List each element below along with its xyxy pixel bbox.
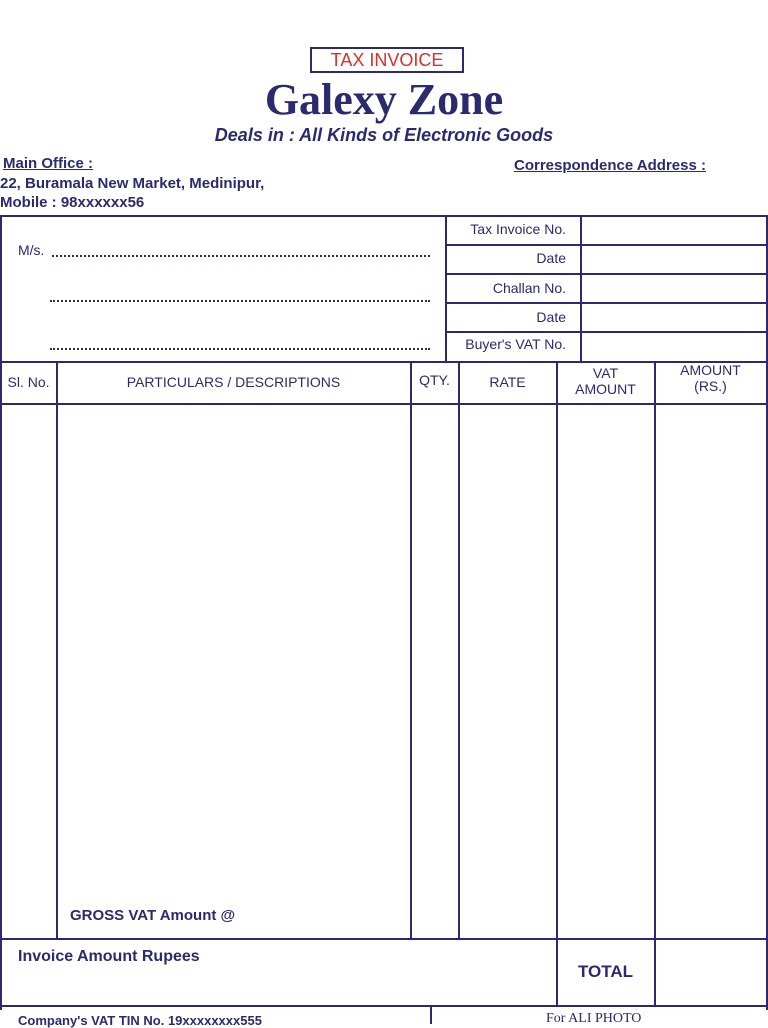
date-label: Date [536, 250, 566, 266]
date-field[interactable] [582, 246, 766, 273]
col-header-amount-rs: (RS.) [694, 378, 727, 394]
buyer-vat-no-label: Buyer's VAT No. [465, 336, 566, 352]
qty-column-body[interactable] [412, 405, 458, 937]
invoice-amount-label: Invoice Amount Rupees [18, 948, 200, 965]
tax-invoice-no-label: Tax Invoice No. [470, 221, 566, 237]
tax-invoice-badge: TAX INVOICE [310, 47, 464, 73]
col-header-amount: AMOUNT [680, 362, 741, 378]
slno-column-body[interactable] [2, 405, 56, 937]
col-header-qty: QTY. [419, 372, 450, 388]
col-header-rate: RATE [489, 374, 526, 390]
total-label: TOTAL [577, 962, 634, 981]
totals-bottom-border [0, 1005, 768, 1007]
col-header-slno: Sl. No. [7, 374, 50, 390]
totals-top-border [0, 938, 768, 940]
buyer-name-line[interactable] [52, 255, 430, 257]
gross-vat-label: GROSS VAT Amount @ [70, 907, 236, 924]
tax-invoice-no-field[interactable] [582, 217, 766, 244]
table-top-border [0, 361, 768, 363]
for-company-label: For ALI PHOTO [546, 1011, 642, 1026]
rate-column-body[interactable] [460, 405, 556, 937]
company-vat-tin: Company's VAT TIN No. 19xxxxxxxx555 [18, 1013, 262, 1028]
buyer-address-line[interactable] [50, 348, 430, 350]
col-header-particulars: PARTICULARS / DESCRIPTIONS [126, 374, 341, 390]
total-amount-field[interactable] [656, 940, 766, 1004]
main-office-mobile: Mobile : 98xxxxxx56 [0, 194, 145, 211]
col-header-vat-amount: AMOUNT [575, 381, 636, 397]
buyer-vat-no-field[interactable] [582, 333, 766, 360]
correspondence-heading: Correspondence Address : [514, 157, 706, 174]
footer-divider [430, 1005, 432, 1024]
col-header-vat: VAT [592, 365, 619, 381]
ms-label: M/s. [18, 242, 45, 258]
vat-amount-column-body[interactable] [558, 405, 654, 937]
particulars-column-body[interactable] [58, 405, 410, 900]
main-office-heading: Main Office : [3, 155, 94, 172]
challan-date-label: Date [536, 309, 566, 325]
challan-no-label: Challan No. [492, 280, 566, 296]
amount-column-body[interactable] [656, 405, 766, 937]
buyer-address-line[interactable] [50, 300, 430, 302]
company-name: Galexy Zone [264, 75, 504, 124]
challan-date-field[interactable] [582, 304, 766, 331]
main-office-address: 22, Buramala New Market, Medinipur, [0, 175, 265, 192]
company-tagline: Deals in : All Kinds of Electronic Goods [214, 125, 554, 145]
challan-no-field[interactable] [582, 275, 766, 302]
